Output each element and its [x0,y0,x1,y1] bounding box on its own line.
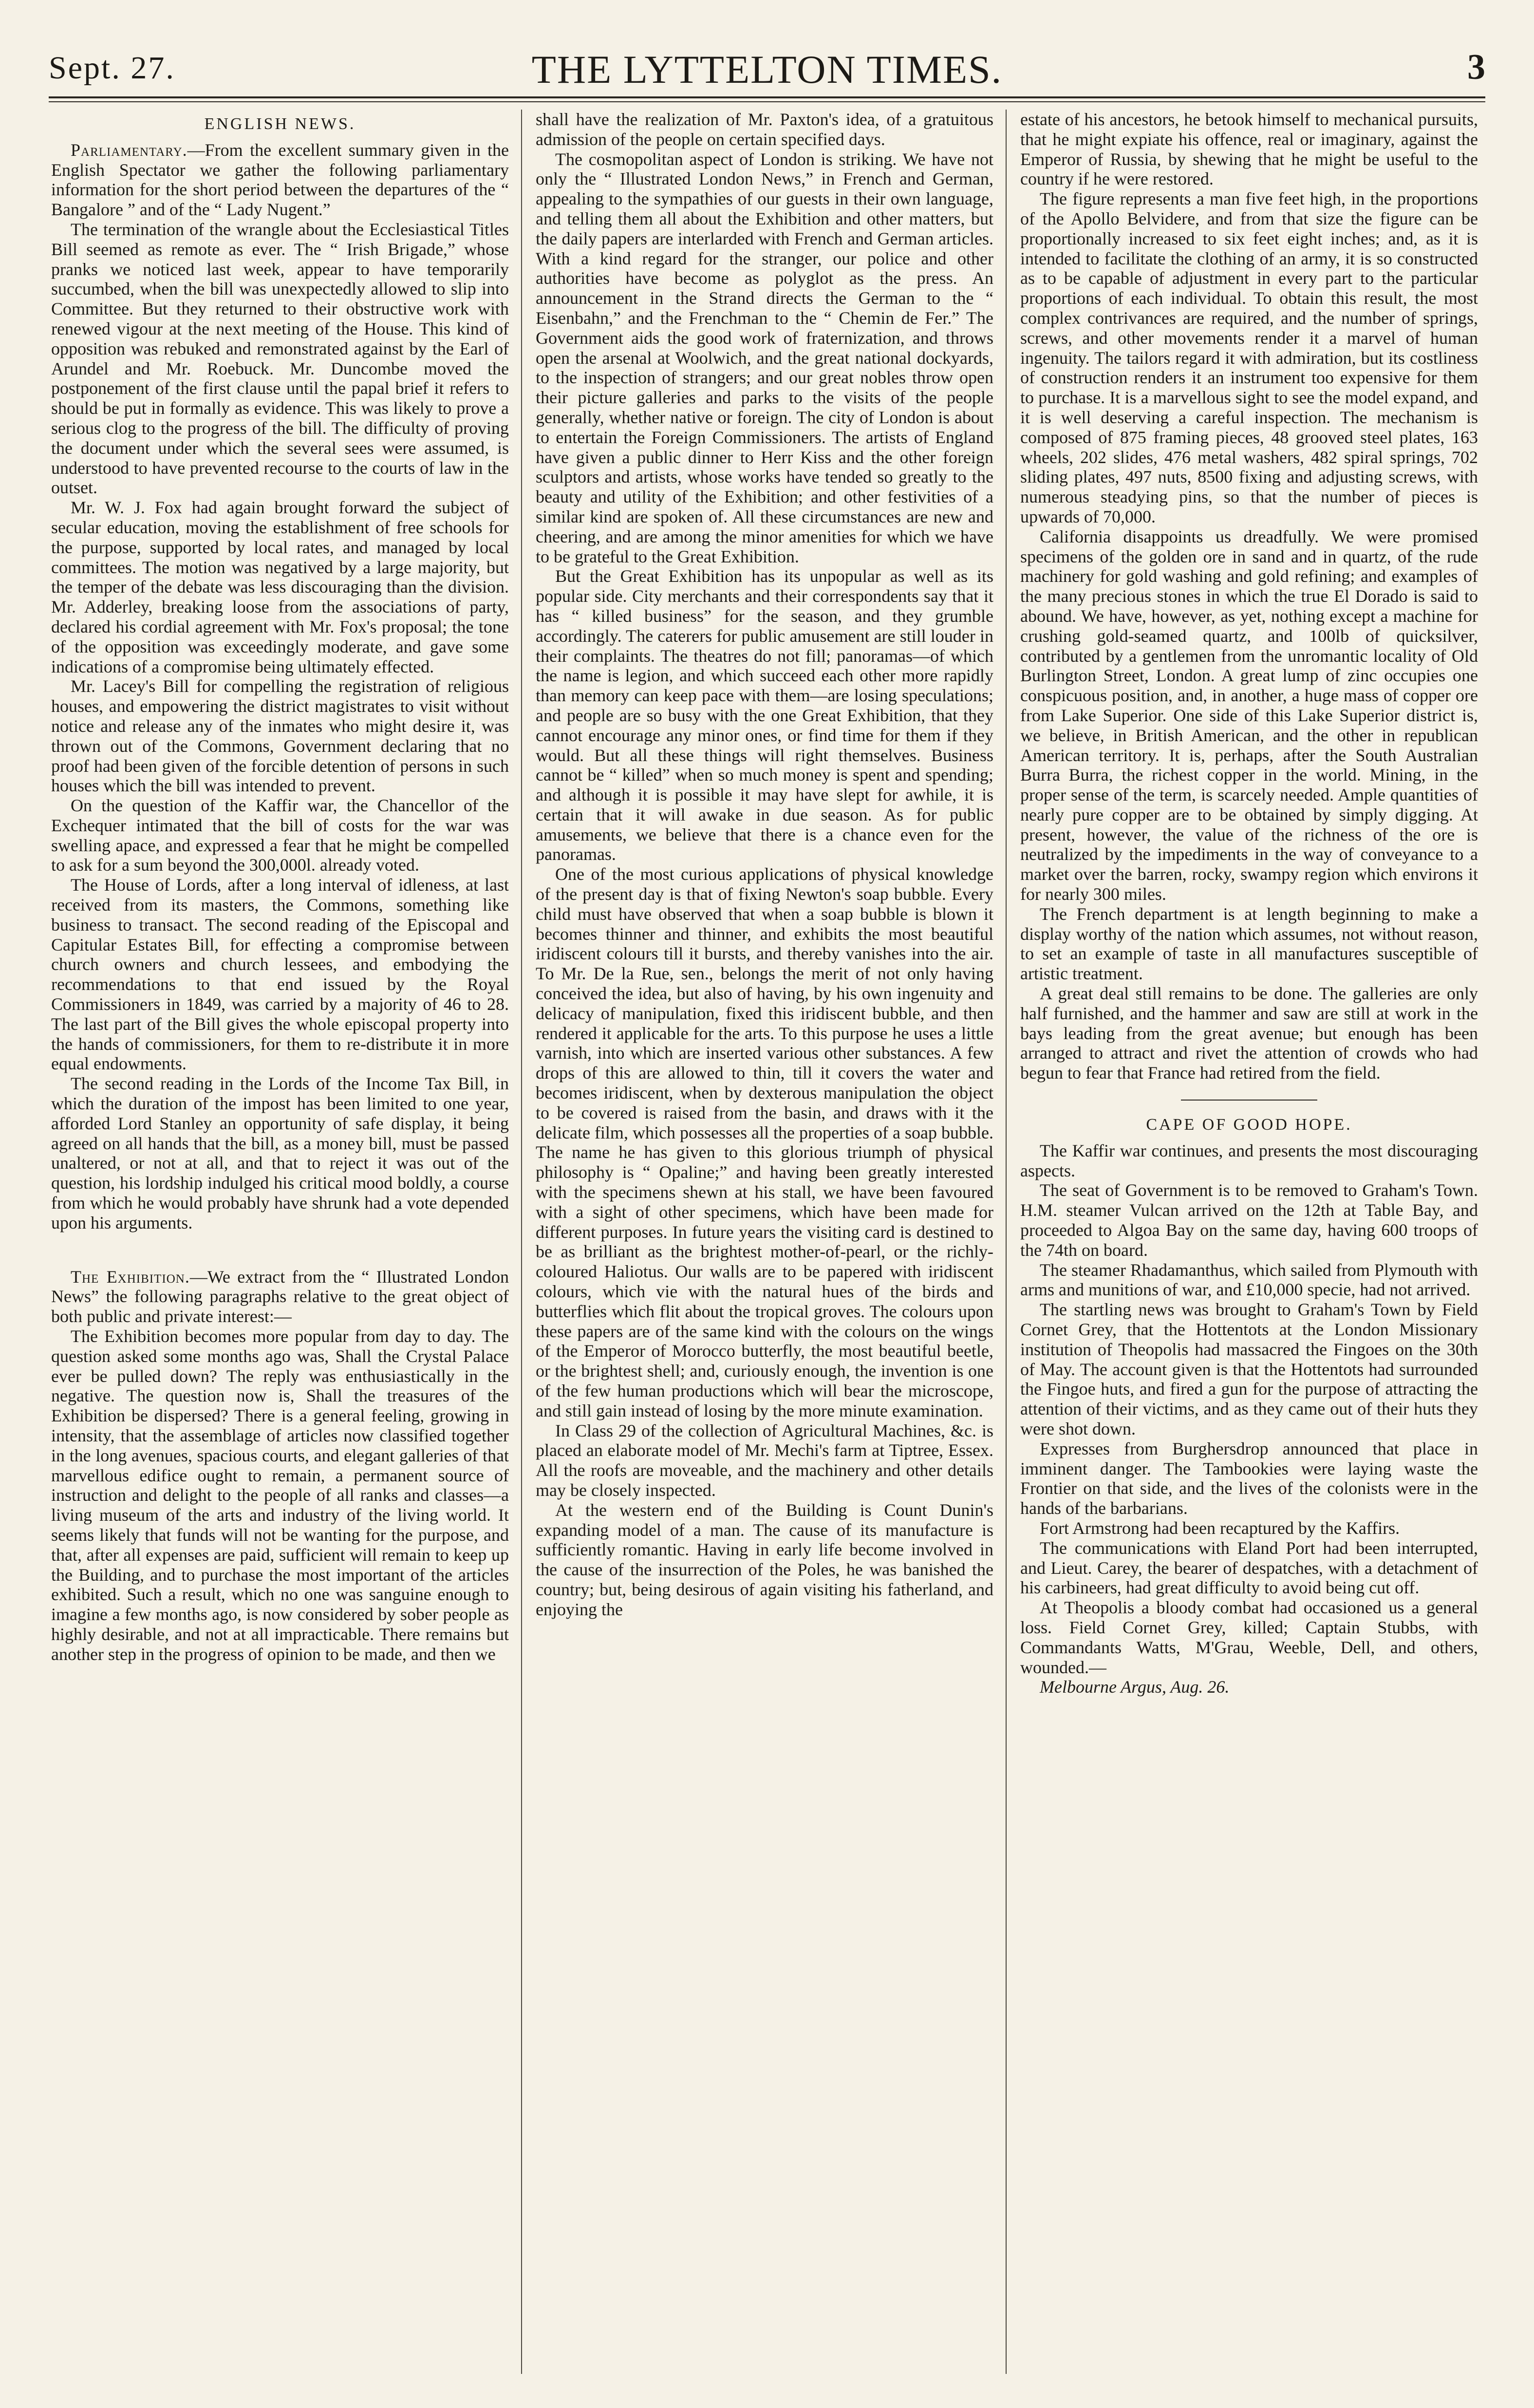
article-paragraph: At Theopolis a bloody combat had occasioned us a general loss. Field Cornet Grey, killed; Captain Stubbs, with Commandants Watts, M'Grau, Weeble, Dell, and others, wounded.— [1020,1598,1478,1677]
masthead [49,44,1485,97]
article-paragraph: Expresses from Burghersdrop announced that place in imminent danger. The Tambookies were laying waste the Frontier on that side, and the lives of the colonists were in the hands of the barbarians. [1020,1438,1478,1518]
article-paragraph: The French department is at length beginning to make a display worthy of the nation which assumes, not without reason, to set an example of taste in all manufactures susceptible of artistic treatment. [1020,904,1478,984]
article-paragraph: Parliamentary.—From the excellent summary given in the English Spectator we gather the following parliamentary information for the short period between the departures of the “ Bangalore ” and of the “ Lady Nugent.” [51,140,509,220]
newspaper-title: THE LYTTELTON TIMES. [531,47,1003,92]
article-paragraph: California disappoints us dreadfully. We were promised specimens of the golden ore in sand and in quartz, of the rude machinery for gold washing and gold refining; and examples of the many precious stones in which the true El Dorado is said to abound. We have, however, as yet, nothing except a machine for crushing gold-seamed quartz, and 100lb of quicksilver, contributed by a gentlemen from the unromantic locality of Old Burlington Street, London. A great lump of zinc occupies one conspicuous position, and, in another, a huge mass of copper ore from Lake Superior. One side of this Lake Superior district is, we believe, in British American, and the other in republican American territory. It is, perhaps, after the South Australian Burra Burra, the richest copper in the world. Mining, in the proper sense of the term, is scarcely needed. Ample quantities of nearly pure copper are to be obtained by simply digging. At present, however, the value of the richness of the ore is neutralized by the impediments in the way of conveyance to a market over the barren, rocky, swampy region which environs it for nearly 300 miles. [1020,526,1478,904]
issue-date: Sept. 27. [49,50,175,86]
article-paragraph: The steamer Rhadamanthus, which sailed from Plymouth with arms and munitions of war, and £10,000 specie, had not arrived. [1020,1260,1478,1300]
article-paragraph: The second reading in the Lords of the Income Tax Bill, in which the duration of the impost has been limited to one year, afforded Lord Stanley an opportunity of safe display, it being agreed on all hands that the bill, as a money bill, must be passed unaltered, or not at all, and that to reject it was out of the question, his lordship indulged his critical mood boldly, a course from which he would probably have shrunk had a vote depended upon his arguments. [51,1074,509,1232]
column-1 [51,110,509,2374]
article-paragraph: A great deal still remains to be done. The galleries are only half furnished, and the hammer and saw are still at work in the bays leading from the great avenue; but enough has been arranged to attract and rivet the attention of crowds who had begun to fear that France had retired from the field. [1020,984,1478,1083]
masthead-rule-thin [49,101,1485,102]
article-paragraph: The communications with Eland Port had been interrupted, and Lieut. Carey, the bearer of despatches, with a detachment of his carbineers, had great difficulty to avoid being cut off. [1020,1538,1478,1598]
article-paragraph: At the western end of the Building is Count Dunin's expanding model of a man. The cause of its manufacture is sufficiently romantic. Having in early life become involved in the cause of the insurrection of the Poles, he was banished the country; but, being desirous of again visiting his fatherland, and enjoying the [536,1500,993,1619]
article-paragraph: The termination of the wrangle about the Ecclesiastical Titles Bill seemed as remote as ever. The “ Irish Brigade,” whose pranks we noticed last week, appear to have temporarily succumbed, when the bill was unexpectedly allowed to slip into Committee. But they returned to their obstructive work with renewed vigour at the next meeting of the House. This kind of opposition was rebuked and remonstrated against by the Earl of Arundel and Mr. Roebuck. Mr. Duncombe moved the postponement of the first clause until the papal brief it refers to should be put in formally as evidence. This was likely to prove a serious clog to the progress of the bill. The difficulty of proving the document under which the several sees were assumed, is understood to have prevented recourse to the courts of law in the outset. [51,219,509,498]
article-paragraph: Mr. W. J. Fox had again brought forward the subject of secular education, moving the establishment of free schools for the purpose, supported by local rates, and managed by local committees. The motion was negatived by a large majority, but the temper of the debate was less discouraging than the division. Mr. Adderley, breaking loose from the associations of party, declared his cordial agreement with Mr. Fox's proposal; the tone of the opposition was exceedingly moderate, and gave some indications of a compromise being ultimately effected. [51,498,509,676]
column-divider [521,110,522,2374]
article-paragraph-continued: estate of his ancestors, he betook himself to mechanical pursuits, that he might expiate his offence, real or imaginary, against the Emperor of Russia, by shewing that he might be useful to the country if he were restored. [1020,110,1478,189]
article-paragraph: In Class 29 of the collection of Agricultural Machines, &c. is placed an elaborate model of Mr. Mechi's farm at Tiptree, Essex. All the roofs are moveable, and the machinery and other details may be closely inspected. [536,1420,993,1500]
article-paragraph: On the question of the Kaffir war, the Chancellor of the Exchequer intimated that the bill of costs for the war was swelling apace, and expressed a fear that he might be compelled to ask for a sum beyond the 300,000l. already voted. [51,796,509,875]
column-divider [1006,110,1007,2374]
article-paragraph: The startling news was brought to Graham's Town by Field Cornet Grey, that the Hottentots at the London Missionary institution of Theopolis had massacred the Fingoes on the 30th of May. The account given is that the Hottentots had surrounded the Fingoe huts, and fired a gun for the purpose of attracting the attention of their victims, and as they came out of their huts they were shot down. [1020,1300,1478,1438]
paragraph-lead: The Exhibition. [71,1267,190,1287]
section-heading-english-news: ENGLISH NEWS. [204,115,356,133]
article-paragraph-continued: shall have the realization of Mr. Paxton's idea, of a gratuitous admission of the people on certain specified days. [536,110,993,149]
article-paragraph: The figure represents a man five feet high, in the proportions of the Apollo Belvidere, and from that size the figure can be proportionally increased to six feet eight inches; and, as it is intended to facilitate the clothing of an army, it is so constructed as to be capable of adjustment in every part to the particular proportions of each individual. To obtain this result, the most complex contrivances are required, and the number of springs, screws, and other movements render it a marvel of human ingenuity. The tailors regard it with admiration, but its costliness of construction renders it an instrument too expensive for them to purchase. It is a marvellous sight to see the model expand, and it is well deserving a careful inspection. The mechanism is composed of 875 framing pieces, 48 grooved steel plates, 163 wheels, 202 slides, 476 metal washers, 482 spiral springs, 702 sliding plates, 497 nuts, 8500 fixing and adjusting screws, with numerous steadying pins, so that the number of pieces is upwards of 70,000. [1020,189,1478,526]
article-paragraph: Fort Armstrong had been recaptured by the Kaffirs. [1040,1518,1400,1538]
section-heading-cape: CAPE OF GOOD HOPE. [1146,1116,1352,1134]
masthead-rule [49,96,1485,98]
article-paragraph: The House of Lords, after a long interval of idleness, at last received from its masters, the Commons, something like business to transact. The second reading of the Episcopal and Capitular Estates Bill, for effecting a compromise between church owners and church lessees, and embodying the recommendations to that end issued by the Royal Commissioners in 1849, was carried by a majority of 46 to 28. The last part of the Bill gives the whole episcopal property into the hands of commissioners, for them to re-distribute it in more equal endowments. [51,875,509,1074]
page-number: 3 [1467,47,1485,87]
article-paragraph: The Exhibition.—We extract from the “ Illustrated London News” the following paragraphs relative to the great object of both public and private interest:— [51,1267,509,1326]
source-credit: Melbourne Argus, Aug. 26. [1040,1677,1230,1697]
article-paragraph: One of the most curious applications of physical knowledge of the present day is that of fixing Newton's soap bubble. Every child must have observed that when a soap bubble is blown it becomes thinner and thinner, and exhibits the most beautiful iridiscent colours till it bursts, and thereby vanishes into the air. To Mr. De la Rue, sen., belongs the merit of not only having conceived the idea, but also of having, by his own ingenuity and delicacy of manipulation, fixed this iridiscent bubble, and then rendered it applicable for the arts. To this purpose he uses a little varnish, into which are inserted various other substances. A few drops of this are allowed to thin, till it covers the water and becomes iridiscent, when by dexterous manipulation the object to be covered is raised from the basin, and draws with it the delicate film, which possesses all the properties of a soap bubble. The name he has given to this glorious triumph of physical philosophy is “ Opaline;” and having been greatly interested with the specimens shewn at his stall, we have been favoured with a sight of other specimens, which have been made for different purposes. In future years the visiting card is destined to be as brilliant as the brightest mother-of-pearl, or the richly-coloured Haliotus. Our walls are to be papered with iridiscent colours, which vie with the natural hues of the birds and butterflies which flit about the tropical groves. The colours upon these papers are of the same kind with the colours on the wings of the Emperor of Morocco butterfly, the most beautiful beetle, or the brightest shell; and, curiously enough, the invention is one of the few human productions which will bear the microscope, and still gain instead of losing by the more minute examination. [536,864,993,1420]
article-paragraph: Mr. Lacey's Bill for compelling the registration of religious houses, and empowering the district magistrates to visit without notice and release any of the inmates who might desire it, was thrown out of the Commons, Government declaring that no proof had been given of the forcible detention of persons in such houses which the bill was intended to prevent. [51,676,509,796]
section-divider [1181,1100,1317,1101]
article-paragraph: The seat of Government is to be removed to Graham's Town. H.M. steamer Vulcan arrived on the 12th at Table Bay, and proceeded to Algoa Bay on the same day, having 600 troops of the 74th on board. [1020,1180,1478,1260]
article-paragraph: The Kaffir war continues, and presents the most discouraging aspects. [1020,1140,1478,1180]
column-3 [1020,110,1478,2374]
column-2 [536,110,993,2374]
article-paragraph: The Exhibition becomes more popular from day to day. The question asked some months ago was, Shall the Crystal Palace ever be pulled down? The reply was enthusiastically in the negative. The question now is, Shall the treasures of the Exhibition be dispersed? There is a general feeling, growing in intensity, that the assemblage of articles now classified together in the long avenues, spacious courts, and elegant galleries of that marvellous edifice ought to remain, a permanent source of instruction and delight to the people of all ranks and classes—a living museum of the arts and industry of the living world. It seems likely that funds will not be wanting for the purpose, and that, after all expenses are paid, sufficient will remain to keep up the Building, and to purchase the most important of the articles exhibited. Such a result, which no one was sanguine enough to imagine a few months ago, is now considered by sober people as highly desirable, and not at all impracticable. There remains but another step in the progress of opinion to be made, and then we [51,1326,509,1664]
article-paragraph: The cosmopolitan aspect of London is striking. We have not only the “ Illustrated London News,” in French and German, appealing to the sympathies of our guests in their own language, and telling them all about the Exhibition and other matters, but the daily papers are interlarded with French and German articles. With a kind regard for the stranger, our police and other authorities have become as polyglot as the press. An announcement in the Strand directs the German to the “ Eisenbahn,” and the Frenchman to the “ Chemin de Fer.” The Government aids the good work of fraternization, and throws open the arsenal at Woolwich, and the great national dockyards, to the inspection of strangers; and our great nobles throw open their picture galleries and parks to the visits of the people generally, whether native or foreign. The city of London is about to entertain the Foreign Commissioners. The artists of England have given a public dinner to Herr Kiss and the other foreign sculptors and artists, whose works have tended so greatly to the beauty and utility of the Exhibition; and other festivities of a similar kind are spoken of. All these circumstances are new and cheering, and are among the minor amenities for which we have to be grateful to the Great Exhibition. [536,149,993,566]
paragraph-lead: Parliamentary. [71,140,187,160]
article-paragraph: But the Great Exhibition has its unpopular as well as its popular side. City merchants and their correspondents say that it has “ killed business” for the season, and they grumble accordingly. The caterers for public amusement are still louder in their complaints. The theatres do not fill; panoramas—of which the name is legion, and which succeed each other more rapidly than memory can keep pace with them—are losing speculations; and people are so busy with the one Great Exhibition, that they cannot encourage any minor ones, or find time for them if they would. But all these things will right themselves. Business cannot be “ killed” when so much money is spent and spending; and although it is possible it may have slept for awhile, it is certain that it will awake in due season. As for public amusements, we believe that there is a chance even for the panoramas. [536,566,993,864]
